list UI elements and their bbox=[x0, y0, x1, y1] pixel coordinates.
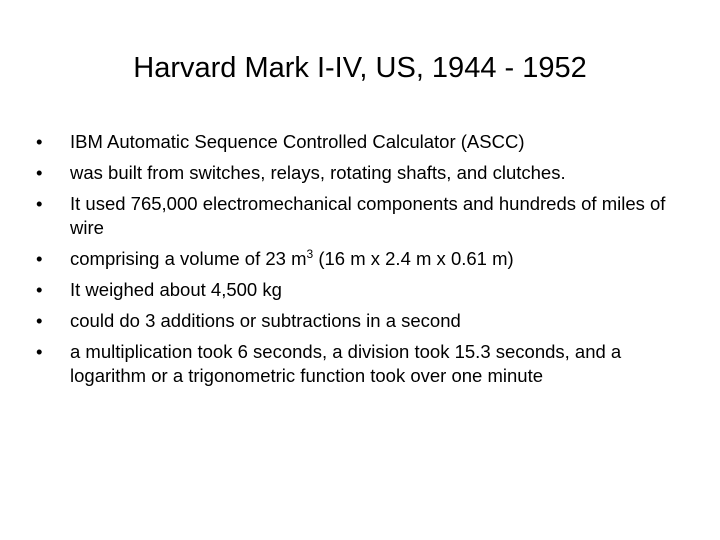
bullet-item bbox=[36, 161, 686, 185]
bullet-text: could do 3 additions or subtractions in a second bbox=[70, 310, 461, 331]
bullet-icon: • bbox=[36, 310, 43, 331]
bullet-text bbox=[70, 248, 514, 269]
superscript: 3 bbox=[306, 246, 314, 261]
bullet-list bbox=[36, 130, 686, 395]
bullet-icon: • bbox=[36, 279, 43, 300]
bullet-item bbox=[36, 247, 686, 271]
bullet-icon: • bbox=[36, 248, 43, 269]
bullet-text: It used 765,000 electromechanical components and hundreds of miles of wire bbox=[70, 193, 666, 238]
bullet-text: IBM Automatic Sequence Controlled Calculator (ASCC) bbox=[70, 131, 525, 152]
bullet-icon: • bbox=[36, 162, 43, 183]
bullet-item bbox=[36, 340, 686, 388]
slide-title: Harvard Mark I-IV, US, 1944 - 1952 bbox=[133, 52, 587, 84]
bullet-item bbox=[36, 130, 686, 154]
bullet-item bbox=[36, 309, 686, 333]
bullet-item bbox=[36, 278, 686, 302]
bullet-text: It weighed about 4,500 kg bbox=[70, 279, 282, 300]
bullet-text: a multiplication took 6 seconds, a division took 15.3 seconds, and a logarithm or a trigonometric function took over one minute bbox=[70, 341, 622, 386]
bullet-text-post: (16 m x 2.4 m x 0.61 m) bbox=[313, 248, 514, 269]
bullet-icon: • bbox=[36, 193, 43, 214]
bullet-item bbox=[36, 192, 686, 240]
bullet-icon: • bbox=[36, 131, 43, 152]
bullet-text: was built from switches, relays, rotating shafts, and clutches. bbox=[70, 162, 566, 183]
bullet-icon: • bbox=[36, 341, 43, 362]
bullet-text-pre: comprising a volume of 23 m bbox=[70, 248, 307, 269]
